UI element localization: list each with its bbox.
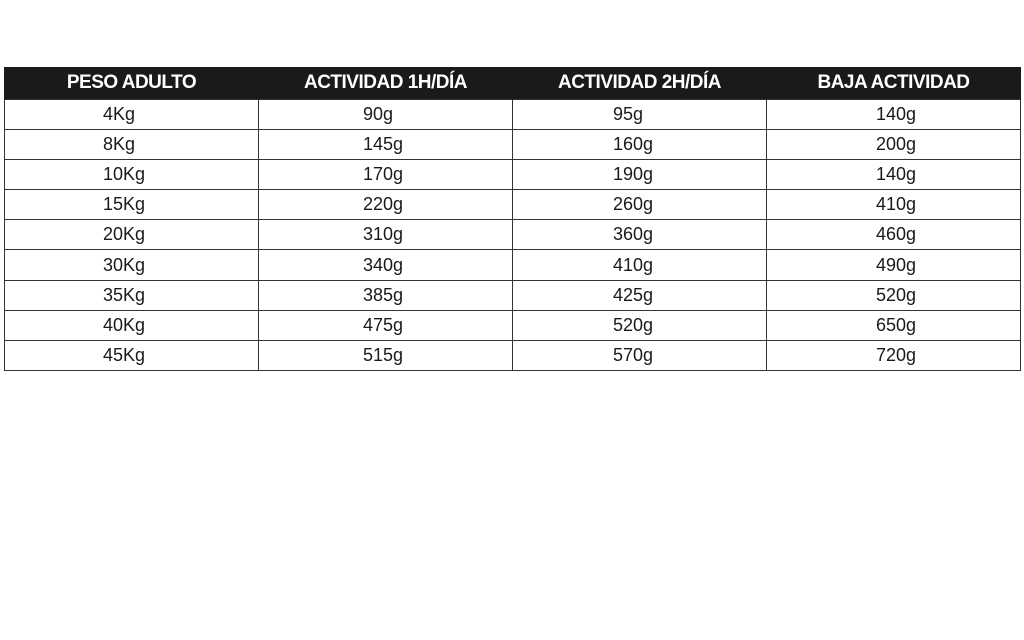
table-row xyxy=(5,310,1021,340)
cell-actividad-2h: 520g xyxy=(513,310,767,340)
header-row xyxy=(5,67,1021,99)
cell-actividad-1h: 385g xyxy=(259,280,513,310)
header-peso-adulto: PESO ADULTO xyxy=(5,67,259,99)
cell-actividad-2h: 95g xyxy=(513,99,767,129)
table-row xyxy=(5,159,1021,189)
cell-baja-actividad: 720g xyxy=(767,341,1021,371)
cell-actividad-2h: 360g xyxy=(513,220,767,250)
cell-peso-adulto: 10Kg xyxy=(5,159,259,189)
table-row xyxy=(5,341,1021,371)
cell-actividad-1h: 220g xyxy=(259,190,513,220)
header-baja-actividad: BAJA ACTIVIDAD xyxy=(767,67,1021,99)
cell-actividad-2h: 160g xyxy=(513,129,767,159)
cell-actividad-2h: 425g xyxy=(513,280,767,310)
cell-baja-actividad: 520g xyxy=(767,280,1021,310)
table-header xyxy=(5,67,1021,99)
cell-actividad-1h: 170g xyxy=(259,159,513,189)
cell-peso-adulto: 8Kg xyxy=(5,129,259,159)
cell-peso-adulto: 15Kg xyxy=(5,190,259,220)
cell-peso-adulto: 45Kg xyxy=(5,341,259,371)
table-body xyxy=(5,99,1021,371)
table-row xyxy=(5,190,1021,220)
table-row xyxy=(5,280,1021,310)
header-actividad-1h: ACTIVIDAD 1H/DÍA xyxy=(259,67,513,99)
table-row xyxy=(5,99,1021,129)
cell-peso-adulto: 40Kg xyxy=(5,310,259,340)
table-row xyxy=(5,129,1021,159)
cell-baja-actividad: 200g xyxy=(767,129,1021,159)
cell-baja-actividad: 140g xyxy=(767,159,1021,189)
cell-actividad-2h: 190g xyxy=(513,159,767,189)
cell-actividad-1h: 340g xyxy=(259,250,513,280)
cell-baja-actividad: 410g xyxy=(767,190,1021,220)
cell-actividad-2h: 410g xyxy=(513,250,767,280)
cell-peso-adulto: 20Kg xyxy=(5,220,259,250)
cell-actividad-2h: 570g xyxy=(513,341,767,371)
cell-peso-adulto: 35Kg xyxy=(5,280,259,310)
cell-baja-actividad: 490g xyxy=(767,250,1021,280)
header-actividad-2h: ACTIVIDAD 2H/DÍA xyxy=(513,67,767,99)
cell-actividad-1h: 145g xyxy=(259,129,513,159)
feeding-table xyxy=(4,67,1021,371)
cell-peso-adulto: 4Kg xyxy=(5,99,259,129)
cell-actividad-1h: 310g xyxy=(259,220,513,250)
cell-actividad-1h: 475g xyxy=(259,310,513,340)
cell-baja-actividad: 650g xyxy=(767,310,1021,340)
table-row xyxy=(5,220,1021,250)
table-row xyxy=(5,250,1021,280)
cell-actividad-1h: 90g xyxy=(259,99,513,129)
cell-baja-actividad: 140g xyxy=(767,99,1021,129)
cell-baja-actividad: 460g xyxy=(767,220,1021,250)
cell-actividad-2h: 260g xyxy=(513,190,767,220)
cell-actividad-1h: 515g xyxy=(259,341,513,371)
cell-peso-adulto: 30Kg xyxy=(5,250,259,280)
